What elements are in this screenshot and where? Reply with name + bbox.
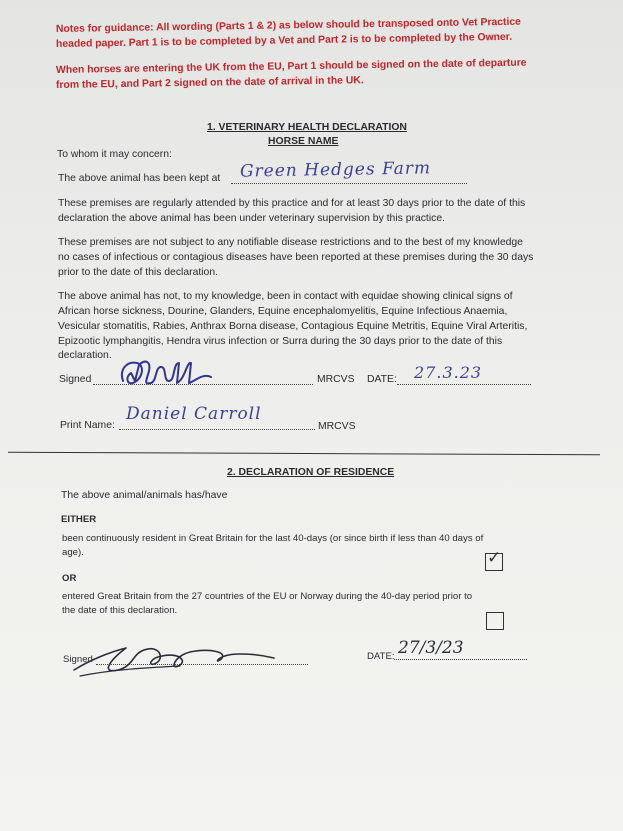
owner-signed-label: Signed	[63, 654, 93, 665]
para3-line-1: The above animal has not, to my knowledge, been in contact with equidae showing clinical signs of	[58, 291, 513, 302]
horse-name-heading: HORSE NAME	[268, 136, 339, 147]
option2-line-2: the date of this declaration.	[62, 605, 178, 616]
part2-heading: 2. DECLARATION OF RESIDENCE	[227, 467, 395, 478]
vet-mrcvs-label: MRCVS	[317, 374, 355, 385]
or-label: OR	[62, 573, 77, 584]
salutation: To whom it may concern:	[57, 149, 172, 160]
kept-at-label: The above animal has been kept at	[58, 173, 221, 184]
guidance-line-3: When horses are entering the UK from the EU, Part 1 should be signed on the date of departure	[55, 57, 527, 76]
vet-date-label: DATE:	[367, 374, 397, 385]
option2-line-1: entered Great Britain from the 27 countries of the EU or Norway during the 40-day period prior to	[62, 591, 473, 602]
para1-line-2: declaration the above animal has been under veterinary supervision by this practice.	[58, 213, 445, 224]
para3-line-2: African horse sickness, Dourine, Glanders, Equine encephalomyelitis, Equine Infectious Anaemia,	[58, 306, 508, 317]
vet-signature	[115, 355, 225, 391]
para2-line-1: These premises are not subject to any notifiable disease restrictions and to the best of my knowledge	[58, 237, 523, 248]
para1-line-1: These premises are regularly attended by this practice and for at least 30 days prior to the date of this	[58, 198, 526, 209]
guidance-line-2: headed paper. Part 1 is to be completed by a Vet and Part 2 is to be completed by the Owner.	[55, 31, 513, 50]
option1-checkbox[interactable]	[485, 548, 503, 571]
either-label: EITHER	[61, 514, 97, 525]
option1-line-2: age).	[62, 547, 84, 558]
owner-date-label: DATE:	[367, 651, 395, 662]
para3-line-5: declaration.	[58, 350, 112, 361]
vet-signed-label: Signed	[59, 374, 92, 385]
option1-line-1: been continuously resident in Great Britain for the last 40-days (or since birth if less than 40 days of	[62, 533, 484, 544]
guidance-line-1: Notes for guidance: All wording (Parts 1 & 2) as below should be transposed onto Vet Practice	[55, 16, 521, 35]
owner-signature	[70, 630, 280, 685]
part1-heading: 1. VETERINARY HEALTH DECLARATION	[207, 122, 407, 133]
part2-intro: The above animal/animals has/have	[61, 490, 228, 501]
para2-line-3: prior to the date of this declaration.	[58, 267, 218, 278]
print-name-label: Print Name:	[60, 420, 115, 431]
guidance-line-4: from the EU, and Part 2 signed on the date of arrival in the UK.	[55, 75, 364, 91]
print-name-mrcvs-label: MRCVS	[318, 421, 356, 432]
kept-at-handwriting: Green Hedges Farm	[239, 158, 432, 182]
owner-date-handwriting: 27/3/23	[398, 638, 464, 658]
para2-line-2: no cases of infectious or contagious diseases have been reported at these premises during the 30 days	[58, 252, 534, 263]
para3-line-3: Vesicular stomatitis, Rabies, Anthrax Borna disease, Contagious Equine Metritis, Equine Viral Arteritis,	[58, 321, 528, 332]
option2-checkbox[interactable]	[486, 612, 504, 630]
check-mark-icon: ✓	[487, 548, 502, 568]
section-divider	[8, 452, 600, 456]
para3-line-4: Epizootic lymphangitis, Hendra virus infection or Surra during the 30 days prior to the date of this	[58, 336, 503, 347]
print-name-handwriting: Daniel Carroll	[126, 404, 262, 424]
vet-date-handwriting: 27.3.23	[414, 363, 483, 382]
